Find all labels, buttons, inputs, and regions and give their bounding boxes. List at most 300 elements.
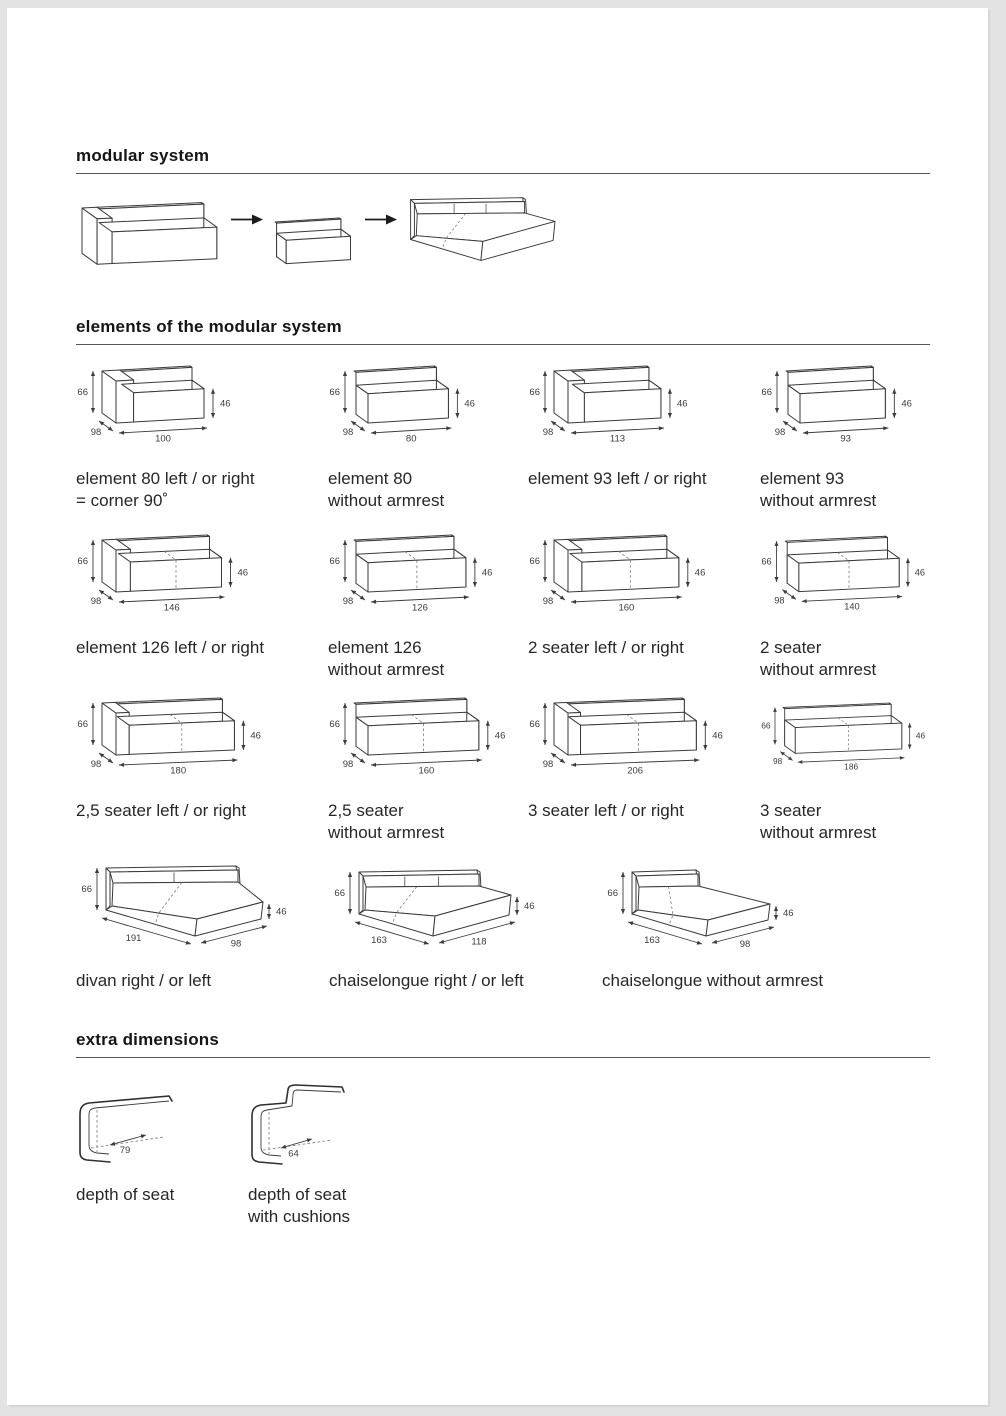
dimension-arrowhead (343, 740, 347, 745)
dimension-arrowhead (99, 421, 104, 426)
element-label-line: chaiselongue without armrest (602, 971, 824, 990)
dim-depth: 98 (774, 427, 786, 438)
dim-width: 93 (840, 433, 851, 445)
dimension-arrowhead (774, 541, 778, 546)
sofa-element-no-armrest-diagram (328, 534, 500, 622)
dimension-arrowhead (267, 904, 271, 909)
dim-width: 98 (739, 939, 751, 950)
dim-depth: 98 (542, 759, 554, 770)
element-card (76, 697, 328, 844)
dimension-arrowhead (477, 758, 482, 762)
dim-depth: 98 (90, 596, 102, 607)
dimension-arrowhead (803, 431, 808, 435)
element-label (328, 637, 528, 681)
dimension-arrowhead (119, 431, 124, 435)
element-card (602, 860, 932, 992)
dimension-arrowhead (360, 426, 365, 431)
dim-width: 180 (170, 765, 187, 777)
dim-length: 191 (125, 933, 142, 944)
dimension-arrowhead (773, 740, 777, 744)
dim-length: 163 (371, 935, 387, 946)
dimension-line (371, 760, 482, 765)
dimension-arrowhead (343, 371, 347, 376)
element-label (760, 637, 932, 681)
dimension-arrowhead (543, 577, 547, 582)
element-diagram (760, 534, 932, 622)
element-label-line: with cushions (248, 1207, 351, 1226)
dimension-arrowhead (211, 389, 215, 394)
dimension-arrowhead (668, 413, 672, 418)
element-label-line: depth of seat (248, 1185, 347, 1204)
dimension-arrowhead (697, 941, 702, 945)
dimension-arrowhead (241, 745, 245, 750)
element-diagram (76, 1084, 248, 1176)
dim-seat-height: 46 (694, 567, 706, 579)
sofa-element-no-armrest-diagram (760, 534, 932, 622)
element-diagram (328, 534, 528, 622)
dimension-arrowhead (439, 940, 444, 944)
dim-length: 163 (644, 935, 660, 946)
dimension-arrowhead (686, 558, 690, 563)
dimension-arrowhead (91, 577, 95, 582)
dimension-arrowhead (486, 745, 490, 750)
dim-height: 66 (77, 387, 88, 398)
backrest-front (636, 874, 698, 887)
element-diagram (760, 697, 932, 785)
right-arrow-icon (365, 213, 397, 226)
dimension-arrowhead (775, 408, 779, 413)
element-label-line: element 80 left / or right (76, 469, 255, 488)
element-card (528, 697, 760, 844)
dimension-arrowhead (694, 758, 699, 762)
element-diagram (328, 697, 528, 785)
dimension-arrowhead (703, 721, 707, 726)
elements-row (76, 860, 932, 992)
dimension-arrowhead (543, 371, 547, 376)
sofa-element-no-armrest-diagram (760, 697, 932, 785)
dimension-line (571, 760, 699, 765)
element-label-line: chaiselongue right / or left (329, 971, 524, 990)
dimension-arrowhead (798, 760, 802, 764)
dimension-arrowhead (343, 408, 347, 413)
section-title-elements: elements of the modular system (76, 317, 342, 336)
backrest-front (363, 874, 479, 887)
dimension-arrowhead (91, 408, 95, 413)
dim-seat-height: 46 (494, 730, 506, 742)
dim-width: 113 (609, 433, 626, 445)
section-title-modular-system: modular system (76, 146, 210, 165)
dimension-arrowhead (446, 426, 451, 430)
dimension-arrowhead (95, 905, 99, 910)
element-diagram (328, 365, 528, 453)
dimension-line (802, 596, 902, 601)
left-band (632, 872, 636, 914)
dimension-arrowhead (91, 740, 95, 745)
dimension-arrowhead (774, 915, 778, 920)
seat-depth-profile-diagram (248, 1084, 378, 1176)
dimension-arrowhead (510, 921, 515, 925)
deep-module-diagram (329, 864, 543, 960)
dimension-arrowhead (371, 431, 376, 435)
dim-width: 80 (405, 433, 417, 445)
seat-depth-profile-diagram (76, 1084, 206, 1176)
dim-seat-height: 46 (481, 567, 493, 579)
dimension-arrowhead (371, 600, 376, 604)
dim-depth: 98 (542, 427, 554, 438)
dimension-arrowhead (908, 723, 912, 727)
assembly-arrow (365, 213, 397, 226)
sofa-element-armrest-diagram (528, 697, 730, 785)
element-label-line: 2,5 seater left / or right (76, 801, 247, 820)
element-card (76, 860, 329, 992)
dim-width: 206 (627, 765, 644, 777)
dimension-arrowhead (686, 582, 690, 587)
dimension-line (119, 760, 237, 765)
element-diagram (528, 697, 760, 785)
dimension-arrowhead (91, 371, 95, 376)
seat-front (286, 236, 350, 263)
dim-width: 160 (618, 602, 635, 614)
dimension-arrowhead (774, 577, 778, 582)
page-content (76, 8, 932, 1228)
dimension-arrowhead (108, 426, 113, 431)
element-label (528, 800, 760, 822)
section-divider (76, 173, 930, 174)
dim-depth: 98 (774, 595, 785, 606)
dim-height: 66 (607, 888, 618, 899)
dim-width: 98 (230, 938, 242, 950)
dimension-arrowhead (99, 590, 104, 595)
deep-module-diagram (602, 864, 802, 960)
dimension-arrowhead (473, 582, 477, 587)
seat-front (800, 389, 885, 423)
dimension-arrowhead (551, 421, 556, 426)
sofa-element-no-armrest-diagram (269, 216, 359, 270)
element-label (76, 1184, 248, 1206)
dimension-arrowhead (791, 595, 796, 599)
element-label (76, 800, 328, 822)
dim-seat-height: 46 (237, 567, 249, 579)
element-diagram (76, 860, 329, 960)
element-card (76, 365, 328, 512)
element-label-line: without armrest (328, 660, 445, 679)
dimension-arrowhead (343, 577, 347, 582)
dim-width: 100 (155, 433, 171, 445)
dimension-arrowhead (571, 600, 576, 604)
dimension-arrowhead (228, 582, 232, 587)
dimension-arrowhead (515, 910, 519, 915)
dimension-arrowhead (95, 868, 99, 873)
modular-system-diagram-row (76, 194, 932, 270)
dim-width: 126 (412, 602, 428, 614)
element-diagram (248, 1084, 668, 1176)
dimension-arrowhead (908, 745, 912, 749)
element-card (328, 534, 528, 681)
dim-height: 66 (81, 884, 92, 895)
element-label-line: without armrest (760, 491, 877, 510)
dimension-arrowhead (360, 758, 365, 763)
element-card (528, 365, 760, 512)
dimension-arrowhead (703, 745, 707, 750)
dimension-arrowhead (802, 599, 807, 603)
dimension-arrowhead (455, 389, 459, 394)
dimension-arrowhead (551, 753, 556, 758)
element-label-line: without armrest (328, 823, 445, 842)
dimension-arrowhead (543, 740, 547, 745)
element-label (248, 1184, 668, 1228)
dimension-arrowhead (621, 909, 625, 914)
dimension-arrowhead (773, 707, 777, 711)
dimension-arrowhead (906, 558, 910, 563)
element-label (76, 970, 329, 992)
dimension-arrowhead (360, 595, 365, 600)
element-label (328, 468, 528, 512)
dimension-arrowhead (348, 909, 352, 914)
dimension-arrowhead (783, 421, 788, 426)
dimension-arrowhead (91, 703, 95, 708)
dim-width: 160 (418, 765, 435, 777)
dimension-arrowhead (110, 1142, 115, 1146)
dimension-arrowhead (202, 426, 207, 430)
dimension-arrowhead (371, 763, 376, 767)
dimension-arrowhead (571, 431, 576, 435)
dimension-arrowhead (473, 558, 477, 563)
dimension-arrowhead (560, 758, 565, 763)
dim-seat-height: 46 (524, 901, 535, 912)
dimension-arrowhead (560, 595, 565, 600)
seat-front (368, 389, 448, 423)
element-label-line: without armrest (760, 660, 877, 679)
dim-seat-height: 46 (276, 906, 287, 918)
dim-height: 66 (529, 719, 540, 730)
dimension-arrowhead (307, 1138, 312, 1142)
sofa-element-armrest-diagram (528, 365, 695, 453)
dim-seat-height: 46 (250, 730, 261, 742)
dimension-arrowhead (782, 590, 787, 594)
dimension-arrowhead (219, 595, 224, 599)
seat-front (134, 389, 204, 422)
dimension-arrowhead (780, 752, 785, 756)
element-label (760, 468, 932, 512)
deep-module-diagram (76, 860, 295, 960)
dimension-arrowhead (108, 595, 113, 600)
element-label-line: element 93 (760, 469, 845, 488)
element-diagram (76, 534, 328, 622)
dimension-arrowhead (455, 413, 459, 418)
dimension-arrowhead (108, 758, 113, 763)
dimension-arrowhead (241, 721, 245, 726)
dimension-arrowhead (267, 914, 271, 919)
profile-inner-line (261, 1090, 341, 1156)
dim-height: 66 (329, 387, 340, 398)
dimension-arrowhead (560, 426, 565, 431)
element-card (248, 1084, 668, 1228)
section-divider (76, 344, 930, 345)
element-card (76, 1084, 248, 1228)
dimension-line (571, 428, 664, 433)
element-label (602, 970, 932, 992)
dim-height: 66 (77, 556, 88, 567)
sofa-element-armrest-diagram (76, 202, 225, 270)
dim-depth: 98 (542, 596, 554, 607)
element-card (328, 365, 528, 512)
dimension-arrowhead (621, 872, 625, 877)
seat-front (112, 227, 217, 263)
dim-height: 66 (334, 888, 345, 899)
element-card (760, 365, 932, 512)
dimension-arrowhead (788, 756, 793, 760)
sofa-element-armrest-diagram (76, 697, 268, 785)
left-band (106, 868, 110, 910)
dimension-arrowhead (659, 426, 664, 430)
element-label (76, 468, 328, 512)
dimension-arrowhead (348, 872, 352, 877)
dim-depth: 98 (342, 759, 354, 770)
sofa-element-armrest-diagram (76, 365, 238, 453)
element-label-line: 3 seater left / or right (528, 801, 684, 820)
dimension-arrowhead (351, 753, 356, 758)
element-card (329, 860, 602, 992)
dimension-arrowhead (464, 595, 469, 599)
dimension-arrowhead (543, 703, 547, 708)
sofa-element-armrest-diagram (76, 534, 255, 622)
dimension-arrowhead (91, 540, 95, 545)
dim-height: 66 (329, 719, 340, 730)
dimension-arrowhead (99, 753, 104, 758)
dimension-line (119, 597, 224, 602)
element-label-line: element 93 left / or right (528, 469, 707, 488)
sofa-element-no-armrest-diagram (328, 365, 482, 453)
elements-row (76, 365, 932, 512)
dimension-arrowhead (906, 582, 910, 587)
dimension-arrowhead (892, 413, 896, 418)
dimension-arrowhead (677, 595, 682, 599)
dimension-arrowhead (543, 540, 547, 545)
element-label-line: 3 seater (760, 801, 822, 820)
dim-height: 66 (761, 556, 772, 567)
dim-width: 146 (163, 602, 180, 614)
element-label (328, 800, 528, 844)
element-diagram (528, 365, 760, 453)
dim-seat-height: 46 (783, 908, 794, 919)
dim-seat-height: 46 (220, 398, 231, 410)
dimension-arrowhead (343, 540, 347, 545)
dim-width: 118 (471, 936, 487, 948)
dimension-arrowhead (792, 426, 797, 431)
element-card (76, 534, 328, 681)
element-label-line: element 126 (328, 638, 422, 657)
elements-row (76, 534, 932, 681)
element-label-line: divan right / or left (76, 971, 212, 990)
dimension-arrowhead (228, 558, 232, 563)
dim-width: 140 (844, 601, 860, 612)
dim-depth: 98 (342, 427, 354, 438)
dimension-arrowhead (343, 703, 347, 708)
dimension-arrowhead (883, 426, 888, 430)
dimension-arrowhead (486, 721, 490, 726)
elements-row (76, 697, 932, 844)
element-label-line: depth of seat (76, 1185, 175, 1204)
dimension-arrowhead (551, 590, 556, 595)
element-label (329, 970, 602, 992)
dimension-arrowhead (774, 906, 778, 911)
sofa-element-no-armrest-diagram (760, 365, 919, 453)
deep-module-diagram (403, 192, 563, 270)
dim-depth: 98 (772, 755, 783, 766)
dimension-arrowhead (892, 389, 896, 394)
dim-height: 66 (761, 720, 771, 731)
dim-seat-depth: 64 (288, 1148, 299, 1160)
element-label (760, 800, 932, 844)
element-card (760, 697, 932, 844)
dimension-arrowhead (628, 921, 633, 925)
dim-height: 66 (529, 556, 540, 567)
dim-seat-depth: 79 (119, 1145, 131, 1156)
seat-front (584, 389, 661, 422)
element-label-line: element 126 left / or right (76, 638, 265, 657)
element-label (528, 468, 760, 490)
element-label-line: element 80 (328, 469, 413, 488)
left-band (359, 872, 363, 914)
dimension-arrowhead (186, 941, 191, 945)
dim-height: 66 (529, 387, 540, 398)
dimension-line (571, 597, 682, 602)
element-diagram (76, 365, 328, 453)
left-band (411, 200, 415, 240)
dimension-arrowhead (668, 389, 672, 394)
dimension-arrowhead (119, 763, 124, 767)
dim-depth: 98 (342, 596, 354, 607)
dimension-arrowhead (351, 421, 356, 426)
dim-seat-height: 46 (914, 567, 925, 578)
element-diagram (76, 697, 328, 785)
dimension-arrowhead (424, 941, 429, 945)
dimension-arrowhead (571, 763, 576, 767)
element-diagram (329, 860, 602, 960)
dimension-line (371, 428, 451, 433)
dimension-arrowhead (515, 897, 519, 902)
dimension-arrowhead (232, 758, 237, 762)
dimension-arrowhead (281, 1145, 286, 1149)
element-label-line: without armrest (328, 491, 445, 510)
dimension-line (371, 597, 469, 602)
section-title-extra-dimensions: extra dimensions (76, 1030, 220, 1049)
element-diagram (528, 534, 760, 622)
element-label-line: 2 seater left / or right (528, 638, 684, 657)
element-diagram (602, 860, 932, 960)
dim-depth: 98 (90, 759, 102, 770)
element-card (760, 534, 932, 681)
element-card (528, 534, 760, 681)
backrest-front (414, 202, 524, 214)
element-diagram (760, 365, 932, 453)
section-divider (76, 1057, 930, 1058)
dim-seat-height: 46 (676, 398, 688, 410)
dimension-arrowhead (102, 917, 107, 921)
dimension-line (803, 428, 888, 433)
dim-seat-height: 46 (464, 398, 475, 410)
catalog-page (7, 8, 988, 1405)
sofa-element-no-armrest-diagram (328, 697, 513, 785)
dim-height: 66 (761, 387, 772, 398)
element-label-line: 2,5 seater (328, 801, 404, 820)
assembly-arrow (231, 213, 263, 226)
dimension-arrowhead (897, 595, 902, 599)
dim-height: 66 (77, 719, 88, 730)
dim-seat-height: 46 (712, 730, 723, 742)
dimension-arrowhead (355, 921, 360, 925)
element-card (328, 697, 528, 844)
